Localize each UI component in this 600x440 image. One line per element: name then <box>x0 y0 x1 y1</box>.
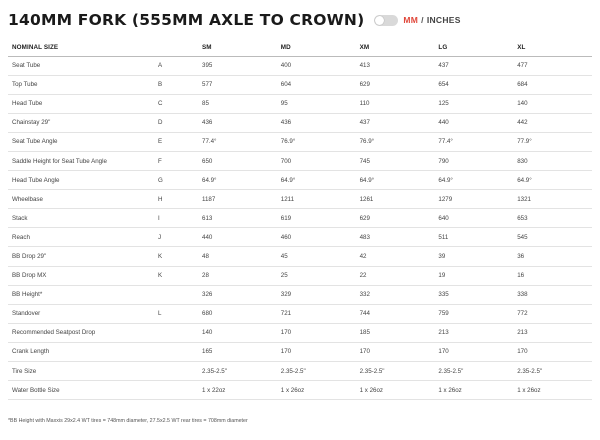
size-value: 77.9° <box>513 132 592 151</box>
row-letter: G <box>154 171 198 190</box>
table-row <box>8 94 592 113</box>
table-row <box>8 56 592 75</box>
table-row <box>8 381 592 400</box>
size-value: 1 x 26oz <box>277 381 356 400</box>
size-value: 332 <box>356 285 435 304</box>
size-value: 400 <box>277 56 356 75</box>
size-value: 511 <box>434 228 513 247</box>
size-value: 48 <box>198 247 277 266</box>
size-value: 629 <box>356 209 435 228</box>
size-value: 19 <box>434 266 513 285</box>
size-value: 440 <box>434 113 513 132</box>
size-value: 2.35-2.5" <box>356 362 435 381</box>
size-value: 437 <box>434 56 513 75</box>
row-label: Stack <box>8 209 154 228</box>
row-letter: B <box>154 75 198 94</box>
size-value: 170 <box>356 342 435 361</box>
size-value: 436 <box>277 113 356 132</box>
table-row <box>8 171 592 190</box>
size-value: 326 <box>198 285 277 304</box>
size-value: 170 <box>434 342 513 361</box>
column-header-md: MD <box>277 39 356 56</box>
size-value: 213 <box>513 323 592 342</box>
table-row <box>8 304 592 323</box>
size-value: 16 <box>513 266 592 285</box>
size-value: 185 <box>356 323 435 342</box>
size-value: 45 <box>277 247 356 266</box>
row-letter: F <box>154 151 198 170</box>
inches-option[interactable]: INCHES <box>426 15 461 25</box>
row-label: Head Tube <box>8 94 154 113</box>
size-value: 680 <box>198 304 277 323</box>
size-value: 95 <box>277 94 356 113</box>
row-letter: A <box>154 56 198 75</box>
size-value: 140 <box>513 94 592 113</box>
size-value: 2.35-2.5" <box>277 362 356 381</box>
size-value: 483 <box>356 228 435 247</box>
size-value: 654 <box>434 75 513 94</box>
size-value: 830 <box>513 151 592 170</box>
size-value: 64.9° <box>434 171 513 190</box>
size-value: 28 <box>198 266 277 285</box>
size-value: 759 <box>434 304 513 323</box>
size-value: 413 <box>356 56 435 75</box>
size-value: 1 x 26oz <box>513 381 592 400</box>
row-letter <box>154 381 198 400</box>
size-value: 613 <box>198 209 277 228</box>
size-value: 77.4° <box>198 132 277 151</box>
row-letter: C <box>154 94 198 113</box>
mm-option[interactable]: MM <box>403 15 419 25</box>
row-label: Seat Tube Angle <box>8 132 154 151</box>
row-label: Reach <box>8 228 154 247</box>
column-header-letter <box>154 39 198 56</box>
size-value: 2.35-2.5" <box>434 362 513 381</box>
size-value: 165 <box>198 342 277 361</box>
table-row <box>8 266 592 285</box>
switch-knob <box>375 16 384 25</box>
table-row <box>8 362 592 381</box>
row-letter: I <box>154 209 198 228</box>
row-label: BB Drop 29" <box>8 247 154 266</box>
column-header-lg: LG <box>434 39 513 56</box>
table-row <box>8 75 592 94</box>
row-label: Top Tube <box>8 75 154 94</box>
unit-toggle <box>374 15 460 26</box>
row-label: Tire Size <box>8 362 154 381</box>
row-label: Head Tube Angle <box>8 171 154 190</box>
size-value: 2.35-2.5" <box>198 362 277 381</box>
row-label: Water Bottle Size <box>8 381 154 400</box>
size-value: 64.9° <box>356 171 435 190</box>
table-row <box>8 285 592 304</box>
size-value: 395 <box>198 56 277 75</box>
row-label: Chainstay 29" <box>8 113 154 132</box>
size-value: 440 <box>198 228 277 247</box>
row-label: Standover <box>8 304 154 323</box>
page-title: 140MM FORK (555MM AXLE TO CROWN) <box>8 11 365 29</box>
size-value: 1 x 26oz <box>434 381 513 400</box>
unit-switch[interactable] <box>374 15 398 26</box>
size-value: 545 <box>513 228 592 247</box>
column-header-sm: SM <box>198 39 277 56</box>
size-value: 77.4° <box>434 132 513 151</box>
size-value: 125 <box>434 94 513 113</box>
size-value: 744 <box>356 304 435 323</box>
size-value: 460 <box>277 228 356 247</box>
table-row <box>8 132 592 151</box>
geometry-table <box>8 39 592 400</box>
size-value: 213 <box>434 323 513 342</box>
size-value: 1261 <box>356 190 435 209</box>
size-value: 437 <box>356 113 435 132</box>
column-header-xl: XL <box>513 39 592 56</box>
size-value: 700 <box>277 151 356 170</box>
unit-separator: / <box>421 15 424 25</box>
table-row <box>8 113 592 132</box>
table-row <box>8 323 592 342</box>
size-value: 1321 <box>513 190 592 209</box>
row-letter: J <box>154 228 198 247</box>
row-label: Seat Tube <box>8 56 154 75</box>
size-value: 1187 <box>198 190 277 209</box>
footnote: *BB Height with Maxxis 29x2.4 WT tires = 748mm diameter, 27.5x2.5 WT rear tires = 708mm diameter <box>8 418 248 424</box>
size-value: 745 <box>356 151 435 170</box>
size-value: 436 <box>198 113 277 132</box>
size-value: 619 <box>277 209 356 228</box>
row-letter: D <box>154 113 198 132</box>
size-value: 76.9° <box>356 132 435 151</box>
row-letter <box>154 323 198 342</box>
row-label: BB Drop MX <box>8 266 154 285</box>
row-letter: E <box>154 132 198 151</box>
size-value: 64.9° <box>277 171 356 190</box>
size-value: 684 <box>513 75 592 94</box>
size-value: 1 x 26oz <box>356 381 435 400</box>
size-value: 42 <box>356 247 435 266</box>
size-value: 338 <box>513 285 592 304</box>
size-value: 170 <box>277 342 356 361</box>
size-value: 577 <box>198 75 277 94</box>
row-label: Saddle Height for Seat Tube Angle <box>8 151 154 170</box>
row-letter <box>154 285 198 304</box>
size-value: 170 <box>277 323 356 342</box>
size-value: 1211 <box>277 190 356 209</box>
size-value: 39 <box>434 247 513 266</box>
size-value: 477 <box>513 56 592 75</box>
row-label: Recommended Seatpost Drop <box>8 323 154 342</box>
size-value: 64.9° <box>513 171 592 190</box>
table-row <box>8 247 592 266</box>
size-value: 76.9° <box>277 132 356 151</box>
row-letter: H <box>154 190 198 209</box>
table-body <box>8 56 592 400</box>
row-label: Wheelbase <box>8 190 154 209</box>
size-value: 604 <box>277 75 356 94</box>
size-value: 25 <box>277 266 356 285</box>
row-letter: K <box>154 266 198 285</box>
size-value: 140 <box>198 323 277 342</box>
size-value: 64.9° <box>198 171 277 190</box>
size-value: 629 <box>356 75 435 94</box>
size-value: 653 <box>513 209 592 228</box>
table-row <box>8 342 592 361</box>
size-value: 1279 <box>434 190 513 209</box>
size-value: 772 <box>513 304 592 323</box>
table-row <box>8 209 592 228</box>
table-row <box>8 151 592 170</box>
size-value: 640 <box>434 209 513 228</box>
column-header-nominal-size: NOMINAL SIZE <box>8 39 154 56</box>
page-header <box>8 9 461 31</box>
size-value: 110 <box>356 94 435 113</box>
row-letter <box>154 362 198 381</box>
size-value: 22 <box>356 266 435 285</box>
size-value: 2.35-2.5" <box>513 362 592 381</box>
table-row <box>8 228 592 247</box>
size-value: 650 <box>198 151 277 170</box>
size-value: 442 <box>513 113 592 132</box>
row-letter: L <box>154 304 198 323</box>
row-letter: K <box>154 247 198 266</box>
size-value: 1 x 22oz <box>198 381 277 400</box>
column-header-xm: XM <box>356 39 435 56</box>
size-value: 790 <box>434 151 513 170</box>
row-label: Crank Length <box>8 342 154 361</box>
size-value: 170 <box>513 342 592 361</box>
size-value: 721 <box>277 304 356 323</box>
size-value: 85 <box>198 94 277 113</box>
row-label: BB Height* <box>8 285 154 304</box>
size-value: 36 <box>513 247 592 266</box>
table-row <box>8 190 592 209</box>
size-value: 335 <box>434 285 513 304</box>
table-header-row <box>8 39 592 56</box>
size-value: 329 <box>277 285 356 304</box>
row-letter <box>154 342 198 361</box>
